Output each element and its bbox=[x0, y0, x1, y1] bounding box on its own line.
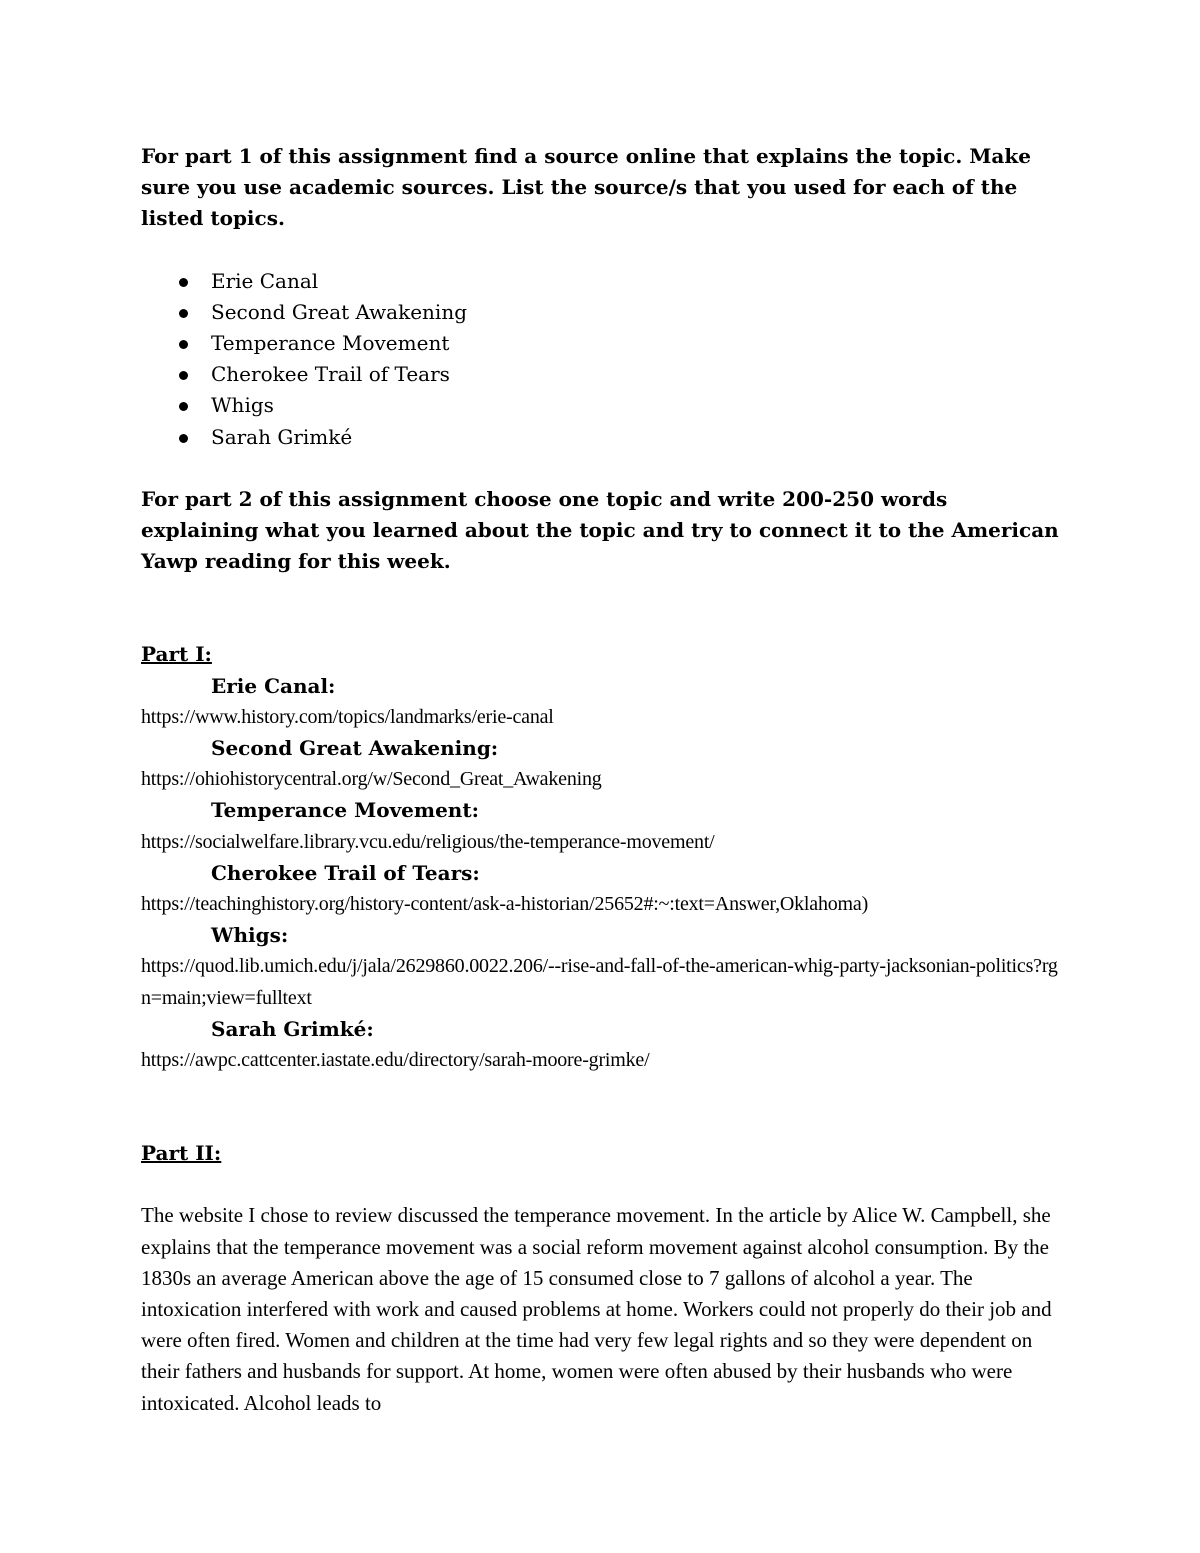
part1-instructions: For part 1 of this assignment find a source online that explains the topic. Make sure you use academic sources. List the source/s that you used for each of the listed topics. bbox=[141, 144, 1031, 231]
source-title-temperance-movement: Temperance Movement: bbox=[211, 798, 479, 823]
part2-heading-wrap bbox=[141, 1138, 1061, 1169]
source-title-sarah-grimke: Sarah Grimké: bbox=[211, 1016, 374, 1041]
source-link-temperance-movement[interactable]: https://socialwelfare.library.vcu.edu/religious/the-temperance-movement/ bbox=[141, 830, 715, 853]
source-link-cherokee-trail-of-tears[interactable]: https://teachinghistory.org/history-content/ask-a-historian/25652#:~:text=Answer,Oklahoma) bbox=[141, 892, 869, 915]
source-link-sarah-grimke[interactable]: https://awpc.cattcenter.iastate.edu/directory/sarah-moore-grimke/ bbox=[141, 1048, 650, 1071]
topic-item: Temperance Movement bbox=[141, 328, 1061, 359]
topic-list bbox=[141, 266, 1061, 453]
bullet-icon bbox=[179, 340, 188, 349]
topic-item: Erie Canal bbox=[141, 266, 1061, 297]
source-title-cherokee-trail-of-tears: Cherokee Trail of Tears: bbox=[211, 860, 480, 885]
part2-heading: Part II: bbox=[141, 1141, 222, 1166]
source-title-erie-canal: Erie Canal: bbox=[211, 673, 336, 698]
part1-section bbox=[141, 639, 1061, 1076]
source-link-erie-canal[interactable]: https://www.history.com/topics/landmarks/erie-canal bbox=[141, 705, 554, 728]
bullet-icon bbox=[179, 402, 188, 411]
topic-item: Sarah Grimké bbox=[141, 422, 1061, 453]
source-title-whigs: Whigs: bbox=[211, 923, 289, 948]
source-title-second-great-awakening: Second Great Awakening: bbox=[211, 735, 499, 760]
bullet-icon bbox=[179, 371, 188, 380]
topic-item: Whigs bbox=[141, 390, 1061, 421]
part1-heading: Part I: bbox=[141, 642, 212, 667]
part2-essay: The website I chose to review discussed the temperance movement. In the article by Alice W. Campbell, she explains that the temperance movement was a social reform movement against alcohol consumption. By the 1830s an average American above the age of 15 consumed close to 7 gallons of alcohol a year. The intoxication interfered with work and caused problems at home. Workers could not properly do their job and were often fired. Women and children at the time had very few legal rights and so they were dependent on their fathers and husbands for support. At home, women were often abused by their husbands who were intoxicated. Alcohol leads to bbox=[141, 1203, 1052, 1415]
bullet-icon bbox=[179, 309, 188, 318]
bullet-icon bbox=[179, 278, 188, 287]
source-link-second-great-awakening[interactable]: https://ohiohistorycentral.org/w/Second_Great_Awakening bbox=[141, 768, 602, 791]
source-link-whigs[interactable]: https://quod.lib.umich.edu/j/jala/2629860.0022.206/--rise-and-fall-of-the-american-whig-party-jacksonian-politics?rgn=main;view=fulltext bbox=[141, 955, 1058, 1009]
document-content bbox=[141, 141, 1061, 1419]
topic-item: Cherokee Trail of Tears bbox=[141, 359, 1061, 390]
bullet-icon bbox=[179, 434, 188, 443]
part2-instructions: For part 2 of this assignment choose one topic and write 200-250 words explaining what you learned about the topic and try to connect it to the American Yawp reading for this week. bbox=[141, 486, 1059, 574]
topic-item: Second Great Awakening bbox=[141, 297, 1061, 328]
